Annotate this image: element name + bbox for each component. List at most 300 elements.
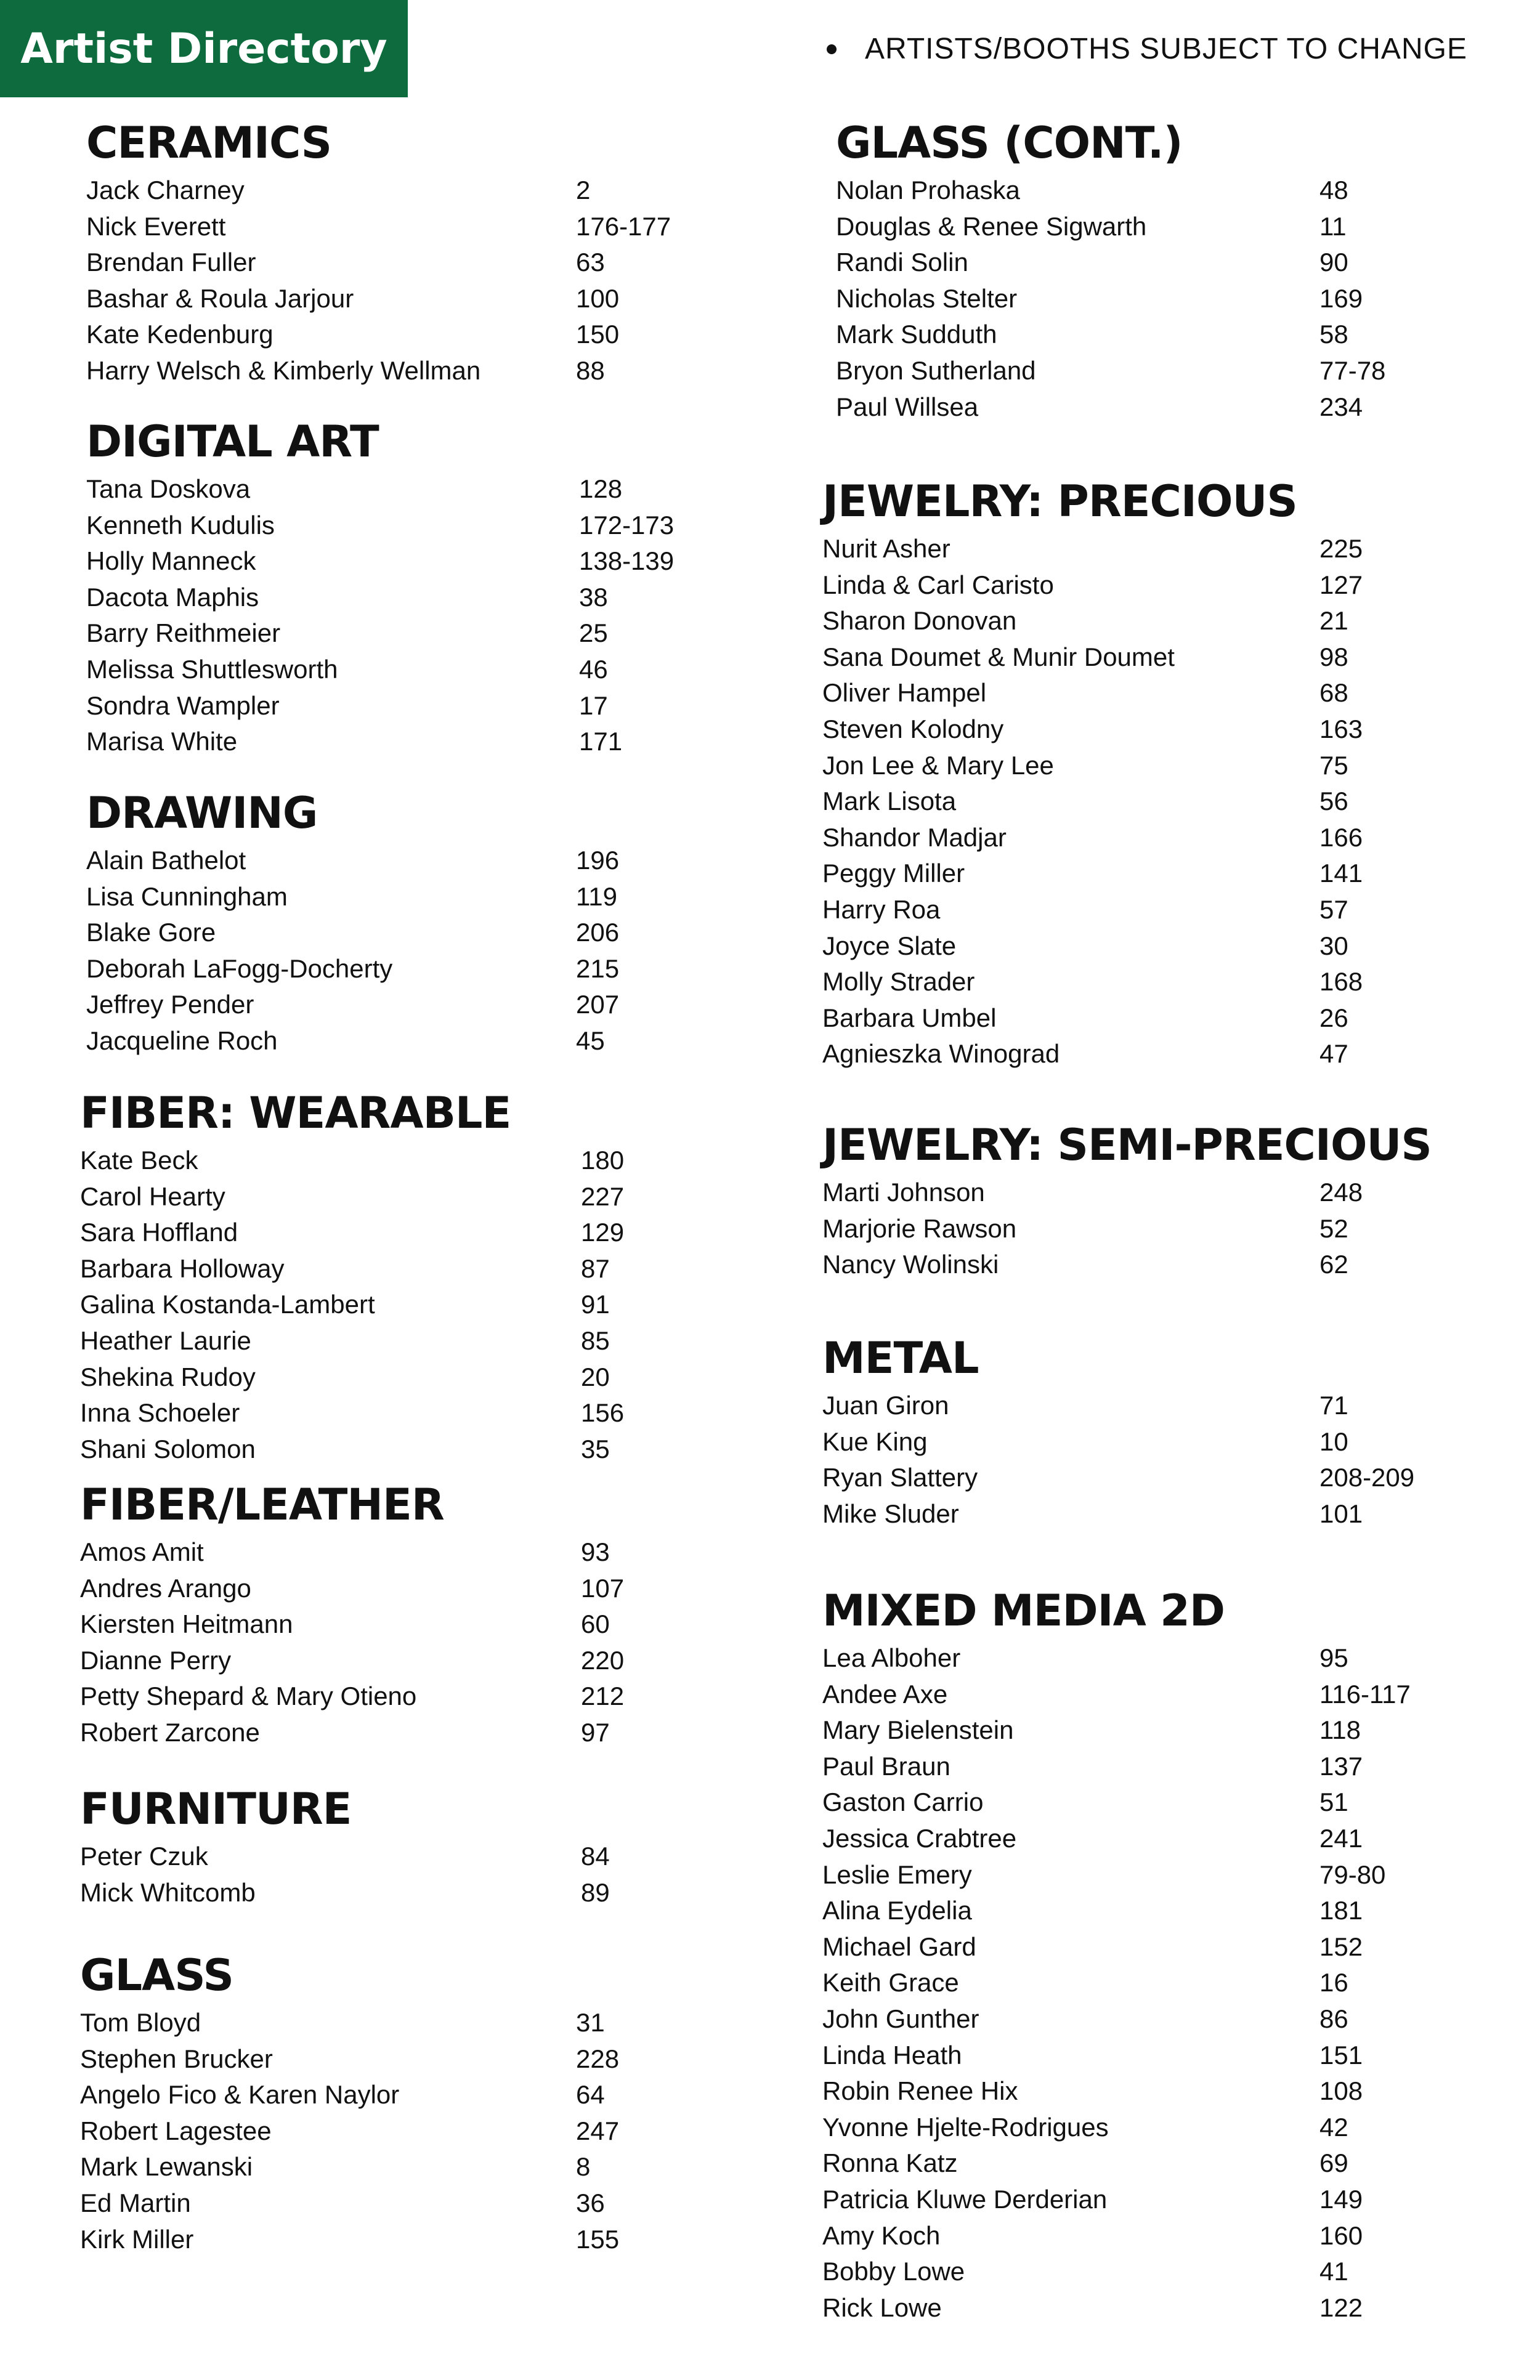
artist-row [836, 353, 1386, 389]
artist-name: Nurit Asher [822, 534, 950, 563]
notice [827, 32, 1467, 66]
artist-row [80, 1431, 610, 1468]
booth-number: 26 [1319, 1003, 1348, 1032]
artist-row [822, 964, 1363, 1000]
booth-number: 212 [581, 1682, 625, 1711]
artist-name: Heather Laurie [80, 1326, 251, 1355]
booth-number: 119 [576, 881, 617, 911]
artist-row [822, 748, 1348, 784]
artist-row [86, 353, 605, 389]
artist-name: Blake Gore [86, 918, 216, 947]
booth-number: 84 [581, 1842, 610, 1871]
artist-name: Alina Eydelia [822, 1896, 972, 1925]
booth-number: 75 [1319, 750, 1348, 780]
artist-row [80, 2077, 605, 2113]
artist-name: Peggy Miller [822, 859, 965, 888]
artist-name: Oliver Hampel [822, 678, 987, 708]
artist-name: Melissa Shuttlesworth [86, 654, 338, 684]
booth-number: 150 [576, 320, 620, 349]
booth-number: 89 [581, 1877, 610, 1907]
artist-name: Bryon Sutherland [836, 355, 1036, 385]
artist-name: Peter Czuk [80, 1842, 208, 1871]
artist-name: Robin Renee Hix [822, 2076, 1018, 2106]
section-1 [86, 413, 675, 760]
artist-name: Alain Bathelot [86, 846, 246, 875]
artist-row [86, 879, 617, 915]
notice-text: ARTISTS/BOOTHS SUBJECT TO CHANGE [865, 33, 1467, 65]
artist-row [86, 281, 620, 317]
booth-number: 47 [1319, 1039, 1348, 1069]
booth-number: 234 [1319, 392, 1363, 421]
booth-number: 97 [581, 1717, 610, 1747]
booth-number: 8 [576, 2152, 591, 2182]
booth-number: 122 [1319, 2293, 1363, 2322]
artist-name: Shani Solomon [80, 1434, 256, 1463]
artist-row [822, 783, 1348, 820]
artist-row [80, 2149, 591, 2185]
section-6 [80, 1946, 620, 2257]
artist-name: Kiersten Heitmann [80, 1609, 293, 1639]
artist-row [86, 987, 620, 1023]
artist-name: John Gunther [822, 2004, 979, 2033]
artist-name: Carol Hearty [80, 1181, 225, 1211]
booth-number: 87 [581, 1253, 610, 1283]
artist-row [822, 1036, 1348, 1072]
artist-name: Keith Grace [822, 1968, 959, 1997]
artist-row [80, 1179, 625, 1215]
artist-row [822, 531, 1363, 567]
artist-row [822, 1712, 1361, 1749]
artist-name: Amy Koch [822, 2220, 941, 2250]
booth-number: 69 [1319, 2148, 1348, 2178]
artist-row [822, 2218, 1363, 2254]
booth-number: 31 [576, 2008, 605, 2037]
artist-name: Tana Doskova [86, 474, 251, 503]
artist-name: Mary Bielenstein [822, 1715, 1014, 1745]
artist-name: Dacota Maphis [86, 582, 259, 612]
artist-row [80, 1534, 610, 1571]
artist-row [822, 1424, 1348, 1460]
artist-name: Andres Arango [80, 1573, 251, 1603]
booth-number: 11 [1319, 211, 1347, 241]
booth-number: 129 [581, 1218, 625, 1247]
artist-name: Mark Lewanski [80, 2152, 253, 2182]
artist-name: Galina Kostanda-Lambert [80, 1290, 375, 1319]
booth-number: 169 [1319, 283, 1363, 313]
artist-name: Jessica Crabtree [822, 1823, 1017, 1853]
section-heading: GLASS [80, 1950, 233, 2001]
artist-name: Mark Sudduth [836, 320, 997, 349]
artist-row [822, 639, 1348, 676]
artist-name: Holly Manneck [86, 546, 256, 576]
artist-name: Sana Doumet & Munir Doumet [822, 642, 1175, 671]
booth-number: 152 [1319, 1932, 1363, 1961]
artist-row [822, 820, 1363, 856]
artist-name: Kirk Miller [80, 2224, 194, 2254]
artist-row [822, 1460, 1415, 1496]
booth-number: 48 [1319, 176, 1348, 204]
artist-row [86, 652, 608, 688]
artist-row [80, 2041, 620, 2078]
artist-row [822, 2038, 1363, 2074]
booth-number: 95 [1319, 1643, 1348, 1672]
artist-row [822, 928, 1348, 965]
booth-number: 172-173 [579, 510, 675, 540]
booth-number: 108 [1319, 2076, 1363, 2106]
booth-number: 207 [576, 990, 620, 1019]
artist-row [80, 1606, 610, 1643]
artist-name: Ryan Slattery [822, 1463, 978, 1492]
artist-row [836, 209, 1347, 245]
artist-row [80, 1251, 610, 1287]
booth-number: 166 [1319, 822, 1363, 852]
section-3 [80, 1084, 625, 1467]
artist-row [80, 1875, 610, 1911]
booth-number: 88 [576, 355, 605, 385]
bullet-icon [827, 44, 837, 54]
booth-number: 60 [581, 1609, 610, 1639]
artist-name: Dianne Perry [80, 1645, 232, 1675]
artist-name: Douglas & Renee Sigwarth [836, 211, 1147, 241]
artist-name: Jon Lee & Mary Lee [822, 750, 1054, 780]
artist-name: Kate Kedenburg [86, 320, 274, 349]
booth-number: 160 [1319, 2220, 1363, 2250]
artist-row [80, 1359, 610, 1396]
artist-name: Barbara Holloway [80, 1253, 285, 1283]
booth-number: 46 [579, 654, 608, 684]
artist-name: Andee Axe [822, 1679, 948, 1709]
booth-number: 68 [1319, 678, 1348, 708]
section-5 [80, 1780, 610, 1911]
booth-number: 215 [576, 953, 620, 983]
booth-number: 79-80 [1319, 1860, 1386, 1889]
artist-name: Ed Martin [80, 2188, 191, 2217]
booth-number: 141 [1319, 859, 1363, 888]
booth-number: 116-117 [1319, 1679, 1411, 1709]
booth-number: 10 [1319, 1427, 1348, 1456]
section-4 [80, 1476, 625, 1751]
artist-name: Molly Strader [822, 967, 975, 997]
artist-name: Nolan Prohaska [836, 176, 1020, 204]
booth-number: 86 [1319, 2004, 1348, 2033]
artist-name: Michael Gard [822, 1932, 976, 1961]
section-heading: MIXED MEDIA 2D [822, 1585, 1225, 1636]
artist-row [822, 1965, 1348, 2001]
artist-row [836, 281, 1363, 317]
artist-row [86, 1023, 605, 1059]
artist-row [80, 2005, 605, 2041]
artist-name: Joyce Slate [822, 931, 957, 960]
artist-row [80, 1715, 610, 1751]
booth-number: 247 [576, 2116, 620, 2145]
booth-number: 51 [1319, 1787, 1348, 1817]
booth-number: 20 [581, 1362, 610, 1391]
artist-name: Bobby Lowe [822, 2257, 965, 2286]
artist-row [80, 1839, 610, 1875]
booth-number: 176-177 [576, 211, 671, 241]
section-heading: DRAWING [86, 788, 318, 838]
artist-row [80, 1571, 625, 1607]
booth-number: 85 [581, 1326, 610, 1355]
artist-row [822, 2001, 1348, 2038]
artist-name: Petty Shepard & Mary Otieno [80, 1682, 417, 1711]
booth-number: 25 [579, 618, 608, 648]
artist-name: Marti Johnson [822, 1178, 985, 1207]
artist-row [822, 1857, 1386, 1893]
artist-row [822, 1784, 1348, 1821]
booth-number: 171 [579, 727, 623, 756]
artist-row [822, 1211, 1432, 1247]
artist-row [822, 1388, 1348, 1424]
booth-number: 127 [1319, 570, 1363, 599]
booth-number: 168 [1319, 967, 1363, 997]
artist-row [822, 1893, 1363, 1929]
booth-number: 228 [576, 2044, 620, 2073]
artist-name: Nancy Wolinski [822, 1250, 999, 1279]
artist-name: Robert Zarcone [80, 1717, 260, 1747]
artist-name: Yvonne Hjelte-Rodrigues [822, 2112, 1109, 2142]
artist-name: Kate Beck [80, 1146, 198, 1175]
section-10 [822, 1329, 1415, 1532]
artist-name: Lisa Cunningham [86, 881, 288, 911]
artist-row [822, 603, 1348, 639]
booth-number: 58 [1319, 320, 1348, 349]
artist-row [80, 1323, 610, 1359]
artist-name: Shekina Rudoy [80, 1362, 256, 1391]
artist-row [822, 1496, 1363, 1532]
artist-name: Barbara Umbel [822, 1003, 997, 1032]
artist-row [86, 843, 620, 879]
artist-name: Agnieszka Winograd [822, 1039, 1060, 1069]
artist-row [80, 2222, 620, 2258]
artist-row [836, 245, 1348, 281]
section-heading: JEWELRY: SEMI-PRECIOUS [822, 1120, 1432, 1170]
booth-number: 16 [1319, 1968, 1348, 1997]
booth-number: 241 [1319, 1823, 1363, 1853]
artist-name: Patricia Kluwe Derderian [822, 2184, 1108, 2214]
booth-number: 56 [1319, 787, 1348, 816]
artist-row [86, 317, 620, 353]
booth-number: 63 [576, 248, 605, 277]
booth-number: 42 [1319, 2112, 1348, 2142]
artist-name: Tom Bloyd [80, 2008, 201, 2037]
section-2 [86, 784, 620, 1059]
artist-row [86, 471, 623, 508]
artist-row [86, 245, 605, 281]
artist-row [822, 567, 1363, 604]
artist-row [822, 2182, 1363, 2218]
section-8 [822, 472, 1363, 1072]
booth-number: 52 [1319, 1213, 1348, 1243]
artist-row [822, 675, 1348, 711]
artist-row [822, 2254, 1348, 2290]
artist-row [822, 2110, 1348, 2146]
artist-row [80, 1395, 625, 1431]
section-heading: DIGITAL ART [86, 416, 379, 467]
booth-number: 36 [576, 2188, 605, 2217]
artist-name: Mark Lisota [822, 787, 957, 816]
artist-name: Stephen Brucker [80, 2044, 273, 2073]
booth-number: 225 [1319, 534, 1363, 563]
artist-name: Marjorie Rawson [822, 1213, 1017, 1243]
artist-name: Randi Solin [836, 248, 968, 277]
artist-name: Bashar & Roula Jarjour [86, 283, 354, 313]
booth-number: 151 [1319, 2040, 1363, 2070]
artist-row [80, 2185, 605, 2222]
booth-number: 248 [1319, 1178, 1363, 1207]
booth-number: 71 [1319, 1391, 1348, 1420]
artist-name: Sara Hoffland [80, 1218, 238, 1247]
booth-number: 93 [581, 1537, 610, 1566]
artist-name: Paul Braun [822, 1751, 950, 1781]
artist-name: Angelo Fico & Karen Naylor [80, 2080, 400, 2110]
artist-name: Ronna Katz [822, 2148, 958, 2178]
artist-row [836, 317, 1348, 353]
booth-number: 98 [1319, 642, 1348, 671]
booth-number: 101 [1319, 1499, 1363, 1528]
section-heading: METAL [822, 1333, 979, 1383]
section-heading: CERAMICS [86, 118, 332, 168]
section-heading: FIBER: WEARABLE [80, 1088, 511, 1138]
artist-row [822, 1821, 1363, 1857]
artist-row [86, 688, 608, 724]
booth-number: 107 [581, 1573, 625, 1603]
artist-row [822, 1247, 1432, 1283]
artist-name: Kenneth Kudulis [86, 510, 275, 540]
artist-row [86, 508, 675, 544]
artist-name: Linda & Carl Caristo [822, 570, 1054, 599]
artist-name: Sondra Wampler [86, 690, 280, 720]
artist-row [822, 1640, 1348, 1677]
artist-name: Juan Giron [822, 1391, 949, 1420]
artist-name: Steven Kolodny [822, 714, 1004, 743]
booth-number: 90 [1319, 248, 1348, 277]
artist-row [822, 711, 1363, 748]
artist-row [822, 1175, 1432, 1211]
artist-name: Rick Lowe [822, 2293, 942, 2322]
booth-number: 77-78 [1319, 355, 1386, 385]
artist-row [86, 209, 671, 245]
artist-row [822, 2145, 1348, 2182]
section-11 [822, 1582, 1411, 2326]
booth-number: 196 [576, 846, 620, 875]
artist-name: Inna Schoeler [80, 1398, 240, 1428]
artist-name: Shandor Madjar [822, 822, 1007, 852]
artist-name: Kue King [822, 1427, 928, 1456]
page-title: Artist Directory [0, 0, 408, 97]
artist-name: Harry Roa [822, 894, 941, 924]
artist-name: Mike Sluder [822, 1499, 959, 1528]
artist-row [86, 915, 620, 951]
artist-name: Brendan Fuller [86, 248, 256, 277]
artist-name: Paul Willsea [836, 392, 979, 421]
artist-name: Linda Heath [822, 2040, 962, 2070]
artist-row [822, 892, 1348, 928]
booth-number: 227 [581, 1181, 625, 1211]
booth-number: 128 [579, 474, 623, 503]
booth-number: 208-209 [1319, 1463, 1415, 1492]
booth-number: 155 [576, 2224, 620, 2254]
booth-number: 35 [581, 1434, 610, 1463]
booth-number: 62 [1319, 1250, 1348, 1279]
artist-row [80, 1215, 625, 1251]
artist-name: Jacqueline Roch [86, 1026, 278, 1055]
artist-name: Robert Lagestee [80, 2116, 272, 2145]
booth-number: 100 [576, 283, 620, 313]
section-7 [836, 114, 1386, 425]
section-heading: FIBER/LEATHER [80, 1479, 444, 1530]
artist-row [80, 1643, 625, 1679]
artist-name: Barry Reithmeier [86, 618, 281, 648]
artist-row [822, 2073, 1363, 2110]
booth-number: 138-139 [579, 546, 675, 576]
artist-row [86, 543, 675, 580]
booth-number: 91 [581, 1290, 610, 1319]
booth-number: 41 [1319, 2257, 1348, 2286]
artist-row [836, 172, 1348, 209]
booth-number: 45 [576, 1026, 605, 1055]
artist-name: Jack Charney [86, 176, 245, 204]
artist-name: Deborah LaFogg-Docherty [86, 953, 393, 983]
artist-row [822, 856, 1363, 892]
artist-row [86, 951, 620, 987]
artist-name: Amos Amit [80, 1537, 204, 1566]
booth-number: 163 [1319, 714, 1363, 743]
booth-number: 21 [1319, 606, 1348, 636]
booth-number: 206 [576, 918, 620, 947]
section-0 [86, 114, 671, 389]
section-9 [822, 1116, 1432, 1283]
booth-number: 30 [1319, 931, 1348, 960]
artist-row [80, 2113, 620, 2150]
artist-name: Gaston Carrio [822, 1787, 984, 1817]
artist-name: Mick Whitcomb [80, 1877, 256, 1907]
artist-name: Jeffrey Pender [86, 990, 254, 1019]
booth-number: 38 [579, 582, 608, 612]
artist-name: Sharon Donovan [822, 606, 1017, 636]
booth-number: 118 [1319, 1715, 1361, 1745]
section-heading: JEWELRY: PRECIOUS [822, 476, 1297, 527]
artist-name: Nicholas Stelter [836, 283, 1018, 313]
artist-row [80, 1678, 625, 1715]
artist-row [822, 1929, 1363, 1965]
section-heading: GLASS (CONT.) [836, 118, 1183, 168]
artist-row [822, 1749, 1363, 1785]
artist-row [86, 172, 591, 209]
booth-number: 57 [1319, 894, 1348, 924]
booth-number: 2 [576, 176, 591, 204]
booth-number: 156 [581, 1398, 625, 1428]
artist-name: Leslie Emery [822, 1860, 972, 1889]
artist-row [80, 1287, 610, 1323]
booth-number: 220 [581, 1645, 625, 1675]
artist-name: Nick Everett [86, 211, 226, 241]
artist-row [80, 1143, 625, 1179]
artist-row [822, 1677, 1411, 1713]
artist-name: Lea Alboher [822, 1643, 961, 1672]
booth-number: 64 [576, 2080, 605, 2110]
section-heading: FURNITURE [80, 1784, 352, 1834]
booth-number: 181 [1319, 1896, 1363, 1925]
artist-name: Marisa White [86, 727, 238, 756]
booth-number: 149 [1319, 2184, 1363, 2214]
artist-row [86, 615, 608, 652]
booth-number: 17 [579, 690, 608, 720]
booth-number: 137 [1319, 1751, 1363, 1781]
booth-number: 180 [581, 1146, 625, 1175]
artist-row [836, 389, 1363, 426]
artist-row [822, 1000, 1348, 1037]
